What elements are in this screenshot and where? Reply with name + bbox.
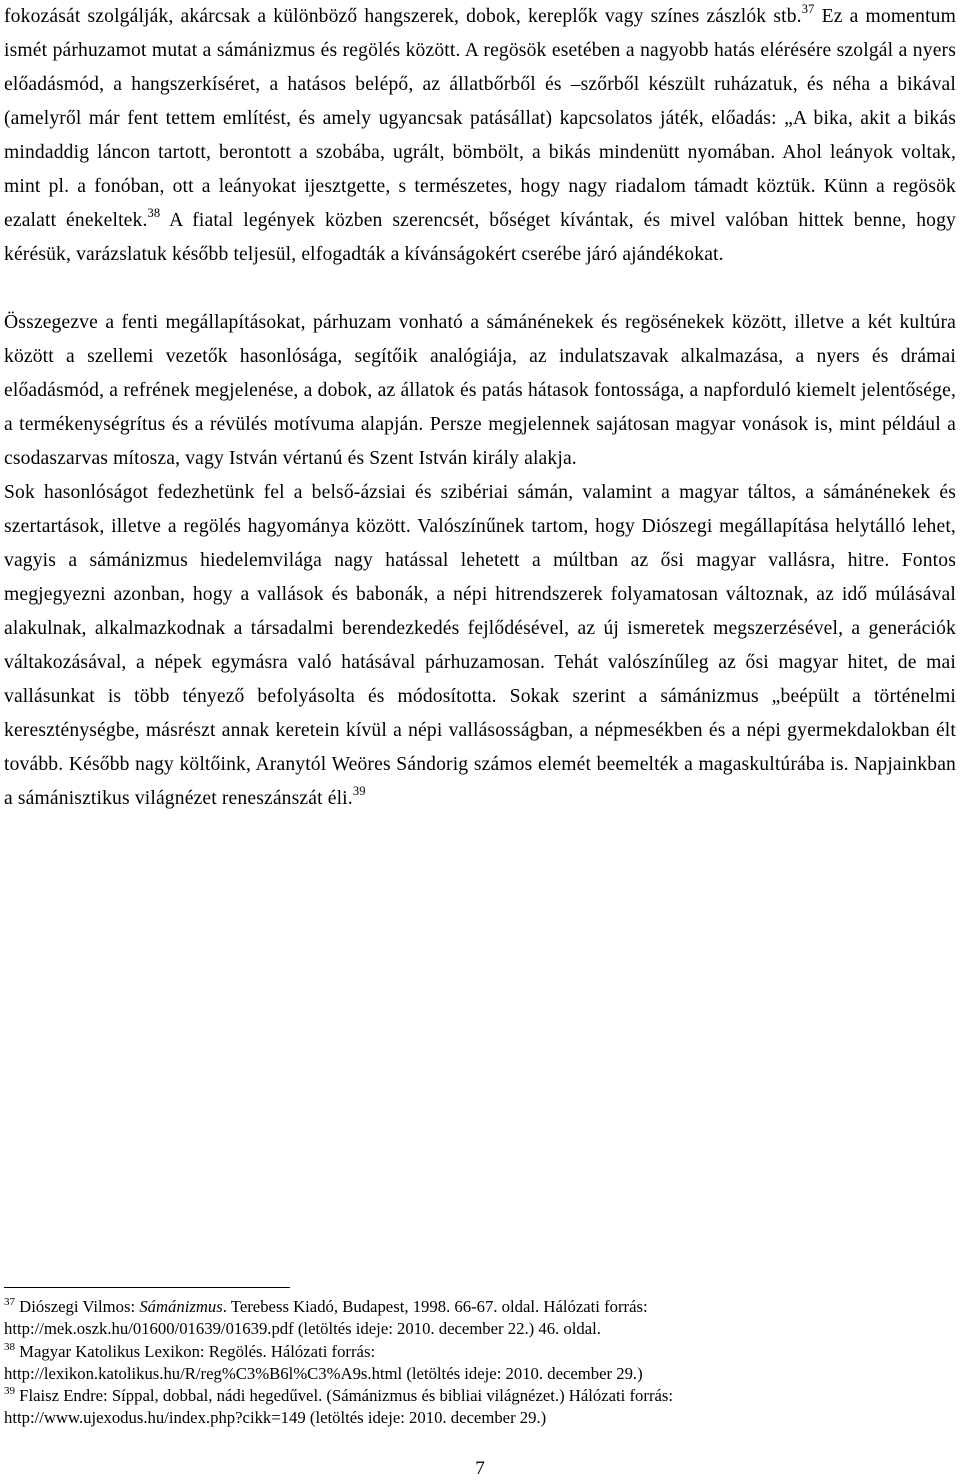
paragraph-text: Sok hasonlóságot fedezhetünk fel a belső-ázsiai és szibériai sámán, valamint a magyar táltos, a sámánénekek és szertartások, illetve a regölés hagyománya között. Valószínűnek tartom, hogy Diószegi megállapítása helytálló lehet, vagyis a sámánizmus hiedelemvilága nagy hatással lehetett a múltban az ősi magyar vallásra, hitre. Fontos megjegyezni azonban, hogy a vallások és babonák, a népi hitrendszerek folyamatosan változnak, az idő múlásával alakulnak, alkalmazkodnak a társadalmi berendezkedés fejlődésével, az új ismeretek megszerzésével, a generációk váltakozásával, a népek egymásra való hatásával párhuzamosan. Tehát valószínűleg az ősi magyar hitet, de mai vallásunkat is több tényező befolyásolta és módosította. Sokak szerint a sámánizmus „beépült a történelmi kereszténységbe, másrészt annak keretein kívül a népi vallásosságban, a népmesékben és a népi gyermekdalokban élt tovább. Később nagy költőink, Aranytól Weöres Sándorig számos elemét beemelték a magaskultúrába is. Napjainkban a sámánisztikus világnézet reneszánszát éli. xyxy=(4,482,956,809)
footnote-number: 38 xyxy=(4,1340,15,1353)
footnote-text: Magyar Katolikus Lexikon: Regölés. Hálózati forrás: xyxy=(19,1341,376,1361)
footnote-text: Diószegi Vilmos: xyxy=(19,1297,140,1316)
footnote-ref[interactable]: 37 xyxy=(801,2,815,16)
paragraph-text: Összegezve a fenti megállapításokat, párhuzam vonható a sámánénekek és regösénekek között, illetve a két kultúra között a szellemi vezetők hasonlósága, segítőik analógiája, az indulatszavak alkalmazása, a nyers és drámai előadásmód, a refrének megjelenése, a dobok, az állatok és patás hátasok fontossága, a napforduló kiemelt jelentősége, a termékenységrítus és a révülés motívuma alapján. Persze megjelennek sajátosan magyar vonások is, mint például a csodaszarvas mítosza, vagy István vértanú és Szent István király alakja. xyxy=(4,312,956,469)
page-number: 7 xyxy=(475,1458,485,1479)
footnote-source-link[interactable]: http://mek.oszk.hu/01600/01639/01639.pdf (letöltés ideje: 2010. december 22.) 46. oldal. xyxy=(4,1319,601,1339)
footnote xyxy=(4,1341,956,1386)
paragraph xyxy=(4,0,956,272)
footnote xyxy=(4,1296,956,1341)
paragraph xyxy=(4,306,956,476)
footnotes xyxy=(4,1287,956,1430)
footnote-separator xyxy=(4,1287,290,1288)
paragraph xyxy=(4,476,956,816)
body-text xyxy=(4,0,956,816)
footnote-source-link[interactable]: http://www.ujexodus.hu/index.php?cikk=149 (letöltés ideje: 2010. december 29.) xyxy=(4,1408,547,1428)
paragraph-text: Ez a momentum ismét párhuzamot mutat a sámánizmus és regölés között. A regösök esetében a nagyobb hatás elérésére szolgál a nyers előadásmód, a hangszerkíséret, a hatásos belépő, az állatbőrből és –szőrből készült ruházatuk, és néha a bikával (amelyről már fent tettem említést, és amely ugyancsak patásállat) kapcsolatos játék, előadás: „A bika, akit a bikás mindaddig láncon tartott, berontott a szobába, ugrált, bömbölt, a bikás mindenütt nyomában. Ahol leányok voltak, mint pl. a fonóban, ott a leányokat ijesztgette, s természetes, hogy nagy riadalom támadt köztük. Künn a regösök ezalatt énekeltek. xyxy=(4,6,956,231)
footnote xyxy=(4,1385,956,1430)
footnote-ref[interactable]: 38 xyxy=(147,206,161,220)
footnote-text: . Terebess Kiadó, Budapest, 1998. 66-67. oldal. Hálózati forrás: xyxy=(222,1297,648,1316)
paragraph-text: fokozását szolgálják, akárcsak a különböző hangszerek, dobok, kereplők vagy színes zászlók stb. xyxy=(4,6,802,27)
footnote-ref[interactable]: 39 xyxy=(352,784,366,798)
footnote-text: Flaisz Endre: Síppal, dobbal, nádi hegedűvel. (Sámánizmus és bibliai világnézet.) Hálózati forrás: xyxy=(19,1386,674,1406)
footnote-source-link[interactable]: http://lexikon.katolikus.hu/R/reg%C3%B6l%C3%A9s.html (letöltés ideje: 2010. december 29.) xyxy=(4,1363,643,1383)
footnote-title: Sámánizmus xyxy=(139,1297,223,1316)
footnote-number: 37 xyxy=(4,1296,15,1308)
footnote-number: 39 xyxy=(4,1385,15,1398)
paragraph-text: A fiatal legények közben szerencsét, bőséget kívántak, és mivel valóban hittek benne, hogy kérésük, varázslatuk később teljesül, elfogadták a kívánságokért cserébe járó ajándékokat. xyxy=(4,210,956,265)
